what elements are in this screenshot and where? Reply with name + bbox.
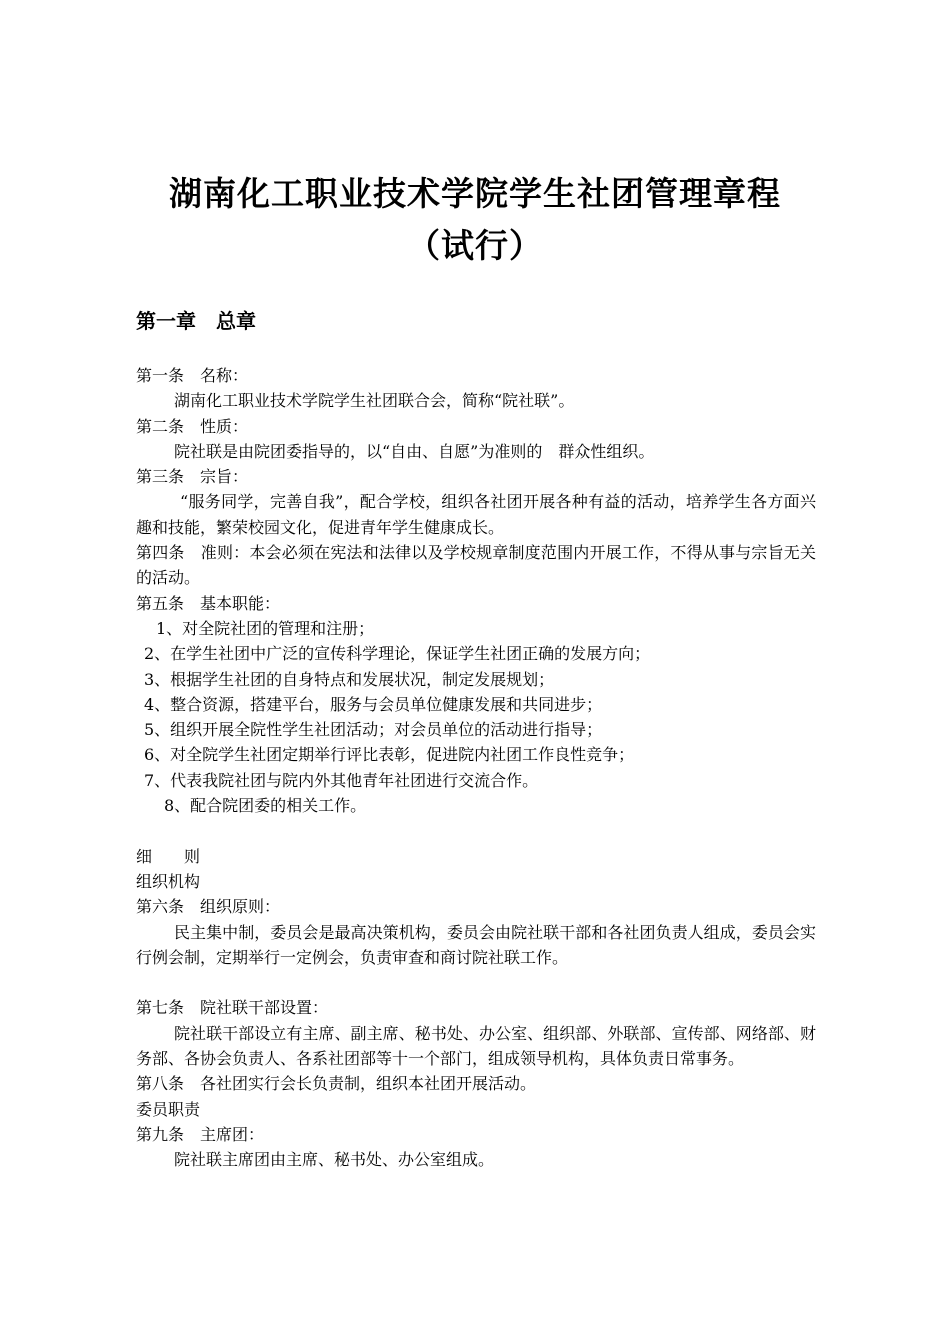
article-text: 湖南化工职业技术学院学生社团联合会，简称“院社联”。: [174, 391, 575, 411]
list-item: 5、组织开展全院性学生社团活动；对会员单位的活动进行指导；: [144, 720, 603, 740]
article-heading: 第二条 性质：: [136, 416, 249, 436]
list-item: 7、代表我院社团与院内外其他青年社团进行交流合作。: [144, 770, 539, 790]
article-heading: 第五条 基本职能：: [136, 593, 281, 613]
spacer: [136, 970, 816, 995]
article-heading: 第六条 组织原则：: [136, 897, 281, 917]
list-item: 4、整合资源，搭建平台，服务与会员单位健康发展和共同进步；: [144, 694, 603, 714]
list-item: 3、根据学生社团的自身特点和发展状况，制定发展规划；: [144, 669, 555, 689]
section-heading: 组织机构: [136, 871, 201, 891]
list-item: 8、配合院团委的相关工作。: [164, 796, 367, 816]
article-heading: 第九条 主席团：: [136, 1124, 265, 1144]
article-text: 院社联干部设立有主席、副主席、秘书处、办公室、组织部、外联部、宣传部、网络部、财务部、各协会负责人、各系社团部等十一个部门，组成领导机构，具体负责日常事务。: [136, 1023, 816, 1069]
article-text: 第八条 各社团实行会长负责制，组织本社团开展活动。: [136, 1074, 537, 1094]
article-text: 院社联是由院团委指导的，以“自由、自愿”为准则的 群众性组织。: [174, 441, 655, 461]
list-item: 2、在学生社团中广泛的宣传科学理论，保证学生社团正确的发展方向；: [144, 644, 651, 664]
article-heading: 第三条 宗旨：: [136, 467, 249, 487]
article-text: 民主集中制，委员会是最高决策机构，委员会由院社联干部和各社团负责人组成，委员会实行例会制，定期举行一定例会，负责审查和商讨院社联工作。: [136, 922, 816, 967]
article-text: 院社联主席团由主席、秘书处、办公室组成。: [174, 1150, 495, 1170]
spacer: [136, 818, 816, 843]
article-heading: 第七条 院社联干部设置：: [136, 998, 329, 1018]
article-heading: 第一条 名称：: [136, 366, 249, 385]
list-item: 1、对全院社团的管理和注册；: [156, 618, 375, 638]
document-subtitle: （试行）: [407, 226, 543, 265]
document-body: [136, 363, 816, 1173]
section-heading: 细 则: [136, 846, 201, 866]
section-heading: 委员职责: [136, 1099, 201, 1119]
chapter-heading: 第一章 总章: [136, 309, 256, 333]
list-item: 6、对全院学生社团定期举行评比表彰，促进院内社团工作良性竞争；: [144, 745, 635, 765]
article-text: “服务同学，完善自我”，配合学校，组织各社团开展各种有益的活动，培养学生各方面兴趣和技能，繁荣校园文化，促进青年学生健康成长。: [136, 492, 816, 537]
article-text: 第四条 准则：本会必须在宪法和法律以及学校规章制度范围内开展工作，不得从事与宗旨无关的活动。: [136, 543, 816, 588]
document-title: 湖南化工职业技术学院学生社团管理章程: [169, 174, 781, 213]
